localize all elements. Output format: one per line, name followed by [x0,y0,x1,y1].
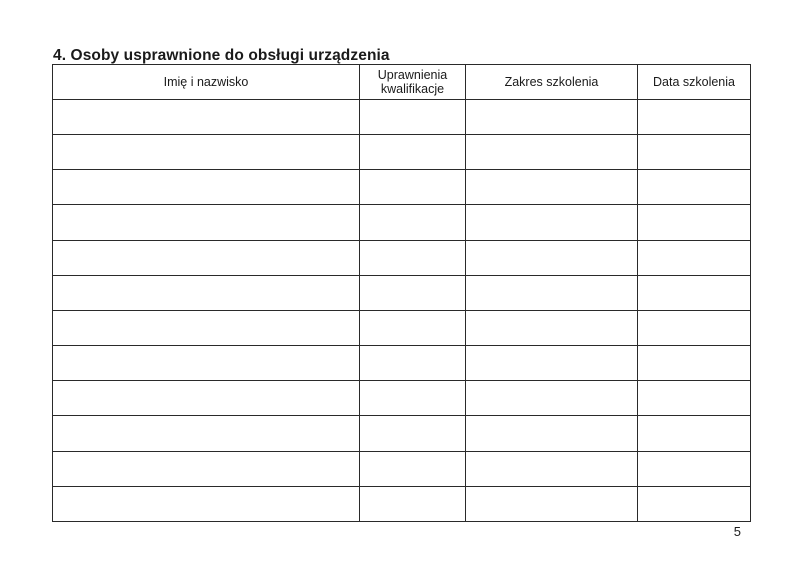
name-cell [53,381,360,416]
training-scope-cell [466,100,638,135]
name-cell [53,310,360,345]
table-row [53,100,751,135]
qualifications-cell [360,205,466,240]
name-cell [53,416,360,451]
name-cell [53,100,360,135]
qualifications-cell [360,381,466,416]
training-scope-cell [466,275,638,310]
header-qualifications-line2: kwalifikacje [380,82,445,96]
table-row [53,310,751,345]
name-cell [53,275,360,310]
qualifications-cell [360,100,466,135]
table-row [53,381,751,416]
table-row [53,451,751,486]
name-cell [53,451,360,486]
qualifications-cell [360,451,466,486]
name-cell [53,486,360,521]
table-row [53,486,751,521]
table-body [53,100,751,522]
training-scope-cell [466,135,638,170]
header-training-date: Data szkolenia [638,65,751,100]
table-row [53,240,751,275]
table-row [53,135,751,170]
training-date-cell [638,346,751,381]
header-qualifications [360,65,466,100]
training-date-cell [638,451,751,486]
qualifications-cell [360,240,466,275]
table-row [53,170,751,205]
training-scope-cell [466,170,638,205]
name-cell [53,346,360,381]
training-date-cell [638,240,751,275]
name-cell [53,240,360,275]
qualifications-cell [360,170,466,205]
training-date-cell [638,275,751,310]
qualifications-cell [360,135,466,170]
training-date-cell [638,486,751,521]
training-date-cell [638,100,751,135]
qualifications-cell [360,486,466,521]
header-name: Imię i nazwisko [53,65,360,100]
name-cell [53,135,360,170]
name-cell [53,170,360,205]
page-number: 5 [733,524,741,539]
training-scope-cell [466,346,638,381]
training-date-cell [638,205,751,240]
table-row [53,346,751,381]
qualifications-cell [360,346,466,381]
qualifications-cell [360,416,466,451]
training-date-cell [638,381,751,416]
training-date-cell [638,416,751,451]
training-scope-cell [466,416,638,451]
table-row [53,275,751,310]
qualifications-cell [360,275,466,310]
table-header-row [53,65,751,100]
name-cell [53,205,360,240]
training-scope-cell [466,240,638,275]
section-title: 4. Osoby usprawnione do obsługi urządzenia [53,47,390,64]
header-training-scope: Zakres szkolenia [466,65,638,100]
training-scope-cell [466,205,638,240]
table-row [53,416,751,451]
table-row [53,205,751,240]
training-scope-cell [466,486,638,521]
training-scope-cell [466,381,638,416]
training-scope-cell [466,310,638,345]
training-date-cell [638,135,751,170]
training-scope-cell [466,451,638,486]
training-date-cell [638,310,751,345]
training-date-cell [638,170,751,205]
qualifications-cell [360,310,466,345]
personnel-table [52,64,751,522]
header-qualifications-line1: Uprawnienia [377,68,448,82]
